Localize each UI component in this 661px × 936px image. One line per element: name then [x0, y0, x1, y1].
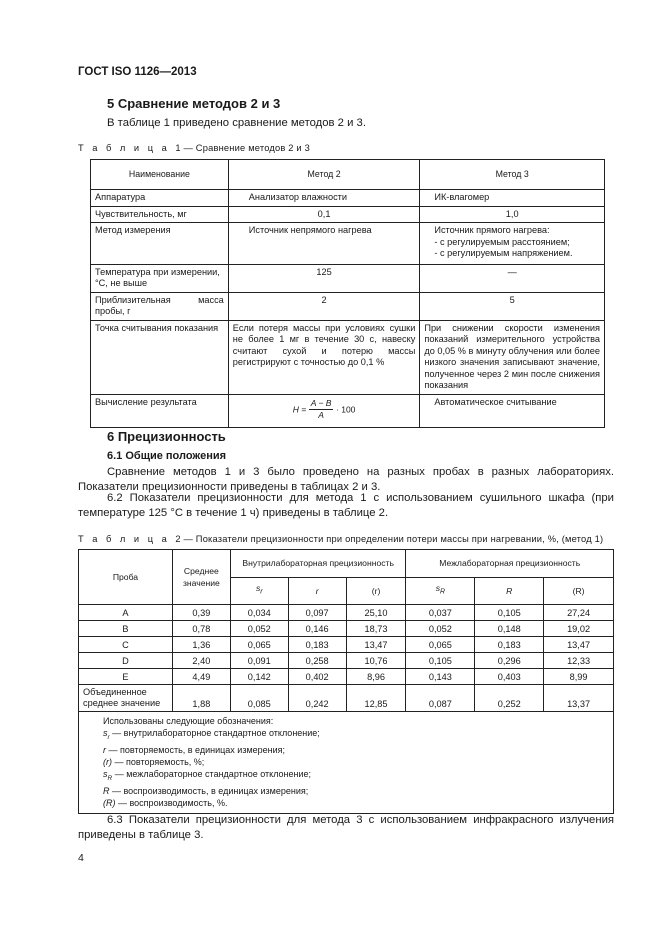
note-subscript: r [107, 733, 110, 741]
method3-value: 1,0 [420, 206, 605, 223]
method3-value: При снижении скорости изменения показаний измерительного устройства до 0,05 % в минуту облучения или более низкого значения записывают значение, полученное через 2 мин после снижения показания [420, 320, 605, 394]
col-header-mean: Среднее значение [172, 550, 230, 605]
note-line [103, 744, 607, 756]
formula-lhs: H = [292, 403, 307, 414]
section-6-heading: 6 Прецизионность [107, 429, 226, 444]
table-1-caption [78, 143, 310, 153]
cell: 0,148 [475, 621, 544, 637]
cell: 1,36 [172, 637, 230, 653]
sr-symbol: s [255, 583, 261, 594]
method3-value: ИК-влагомер [420, 190, 605, 207]
table-row [79, 637, 614, 653]
caption-prefix: Т а б л и ц а [78, 534, 170, 544]
caption-prefix: Т а б л и ц а [78, 143, 170, 153]
note-symbol: s [103, 728, 108, 738]
cell: 0,065 [230, 637, 288, 653]
note-line [103, 768, 607, 785]
method2-value: 0,1 [228, 206, 420, 223]
col-header-R: R [475, 577, 544, 605]
cell: 0,052 [406, 621, 475, 637]
formula-denominator: A [318, 410, 324, 420]
note-symbol: r [103, 744, 106, 755]
note-text: — повторяемость, в единицах измерения; [106, 744, 286, 755]
table-2 [78, 549, 614, 814]
cell: 0,087 [406, 685, 475, 712]
cell: 0,78 [172, 621, 230, 637]
section-5-intro: В таблице 1 приведено сравнение методов 2 и 3. [107, 117, 366, 129]
table-2-caption [78, 534, 603, 544]
col-header-sR [406, 577, 475, 605]
cell: 1,88 [172, 685, 230, 712]
method3-value: — [420, 264, 605, 292]
table-notes [79, 712, 614, 814]
method2-value: 2 [228, 292, 420, 320]
col-header-r-percent: (r) [346, 577, 406, 605]
method3-line: Источник прямого нагрева: [434, 225, 550, 235]
row-name: Приблизительная масса пробы, г [91, 292, 229, 320]
sr-subscript: r [260, 589, 263, 597]
method3-value: 5 [420, 292, 605, 320]
cell: D [79, 653, 173, 669]
col-header-sr [230, 577, 288, 605]
col-header-r: r [288, 577, 346, 605]
table-row [79, 621, 614, 637]
cell: C [79, 637, 173, 653]
cell: 2,40 [172, 653, 230, 669]
cell: 19,02 [544, 621, 614, 637]
cell: 0,142 [230, 669, 288, 685]
table-row [91, 223, 605, 265]
cell: 0,065 [406, 637, 475, 653]
note-line [103, 785, 607, 797]
table-row [91, 190, 605, 207]
table-row-pooled [79, 685, 614, 712]
cell: Объединенное среднее значение [79, 685, 173, 712]
cell: B [79, 621, 173, 637]
cell: 0,097 [288, 605, 346, 621]
table-row [91, 320, 605, 394]
paragraph-6-1: Сравнение методов 1 и 3 было проведено на разных пробах в разных лабораториях. Показатели прецизионности приведены в таблицах 2 и 3. [78, 466, 614, 493]
note-text: — межлабораторное стандартное отклонение; [112, 768, 312, 779]
cell: 13,37 [544, 685, 614, 712]
caption-text: 2 — Показатели прецизионности при определении потери массы при нагревании, %, (метод 1) [175, 534, 604, 544]
table-row [79, 605, 614, 621]
note-subscript: R [107, 774, 113, 782]
table-notes-row [79, 712, 614, 814]
table-1 [90, 159, 605, 428]
cell: 0,296 [475, 653, 544, 669]
method3-line: - с регулируемым напряжением. [434, 248, 573, 258]
note-text: — воспроизводимость, в единицах измерения; [109, 785, 309, 796]
cell: 13,47 [346, 637, 406, 653]
note-text: — повторяемость, %; [112, 756, 205, 767]
note-symbol: R [103, 785, 110, 796]
row-name: Чувствительность, мг [91, 206, 229, 223]
cell: 0,242 [288, 685, 346, 712]
cell: 12,85 [346, 685, 406, 712]
method3-value: Автоматическое считывание [420, 394, 605, 427]
table-row [91, 292, 605, 320]
note-symbol: (r) [103, 756, 112, 767]
table-row [79, 653, 614, 669]
table-row [91, 264, 605, 292]
formula-numerator: A − B [309, 398, 334, 411]
cell: 0,183 [288, 637, 346, 653]
document-header: ГОСТ ISO 1126—2013 [78, 66, 197, 78]
row-name: Метод измерения [91, 223, 229, 265]
cell: 0,39 [172, 605, 230, 621]
note-text: — воспроизводимость, %. [115, 797, 228, 808]
cell: 18,73 [346, 621, 406, 637]
cell: 0,258 [288, 653, 346, 669]
notes-title: Использованы следующие обозначения: [103, 716, 274, 726]
cell: 0,252 [475, 685, 544, 712]
row-name: Аппаратура [91, 190, 229, 207]
caption-text: 1 — Сравнение методов 2 и 3 [175, 143, 310, 153]
section-5-heading: 5 Сравнение методов 2 и 3 [107, 96, 281, 111]
sR-subscript: R [440, 589, 446, 597]
cell: 8,96 [346, 669, 406, 685]
cell: 0,183 [475, 637, 544, 653]
note-symbol: s [103, 768, 108, 779]
cell: E [79, 669, 173, 685]
cell: 10,76 [346, 653, 406, 669]
table-row [91, 206, 605, 223]
cell: 27,24 [544, 605, 614, 621]
page-number: 4 [78, 852, 84, 864]
formula-rhs: · 100 [336, 403, 356, 414]
col-header-interlab: Межлабораторная прецизионность [406, 550, 614, 578]
paragraph-6-2: 6.2 Показатели прецизионности для метода 1 с использованием сушильного шкафа (при температуре 125 °С в течение 1 ч) приведены в таблице 2. [78, 492, 614, 519]
subsection-6-1-heading: 6.1 Общие положения [107, 450, 227, 462]
sR-symbol: s [435, 583, 440, 594]
method2-formula [228, 394, 420, 427]
note-line [103, 756, 607, 768]
cell: 25,10 [346, 605, 406, 621]
table-row [79, 669, 614, 685]
row-name: Точка считывания показания [91, 320, 229, 394]
cell: 8,99 [544, 669, 614, 685]
col-header-method2: Метод 2 [228, 160, 420, 190]
row-name: Температура при измерении, °С, не выше [91, 264, 229, 292]
cell: 0,143 [406, 669, 475, 685]
note-line [103, 727, 607, 744]
cell: 0,085 [230, 685, 288, 712]
col-header-sample: Проба [79, 550, 173, 605]
row-name: Вычисление результата [91, 394, 229, 427]
col-header-intralab: Внутрилабораторная прецизионность [230, 550, 406, 578]
cell: 0,146 [288, 621, 346, 637]
note-symbol: (R) [103, 797, 116, 808]
col-header-R-percent: (R) [544, 577, 614, 605]
paragraph-6-3: 6.3 Показатели прецизионности для метода 3 с использованием инфракрасного излучения приведены в таблице 3. [78, 814, 614, 841]
method3-line: - с регулируемым расстоянием; [434, 236, 570, 247]
cell: A [79, 605, 173, 621]
cell: 0,037 [406, 605, 475, 621]
col-header-method3: Метод 3 [420, 160, 605, 190]
formula-fraction [309, 398, 334, 422]
method3-value [420, 223, 605, 265]
cell: 12,33 [544, 653, 614, 669]
col-header-name: Наименование [91, 160, 229, 190]
method2-value: Анализатор влажности [228, 190, 420, 207]
cell: 0,091 [230, 653, 288, 669]
cell: 0,052 [230, 621, 288, 637]
cell: 0,403 [475, 669, 544, 685]
cell: 0,105 [406, 653, 475, 669]
cell: 0,105 [475, 605, 544, 621]
cell: 0,402 [288, 669, 346, 685]
method2-value: 125 [228, 264, 420, 292]
method2-value: Источник непрямого нагрева [228, 223, 420, 265]
cell: 13,47 [544, 637, 614, 653]
cell: 4,49 [172, 669, 230, 685]
table-row [91, 394, 605, 427]
note-text: — внутрилабораторное стандартное отклонение; [109, 728, 320, 738]
method2-value: Если потеря массы при условиях сушки не более 1 мг в течение 30 с, навеску считают сухой и потерю массы регистрируют с точностью до 0,1 % [228, 320, 420, 394]
note-line [103, 797, 607, 809]
cell: 0,034 [230, 605, 288, 621]
